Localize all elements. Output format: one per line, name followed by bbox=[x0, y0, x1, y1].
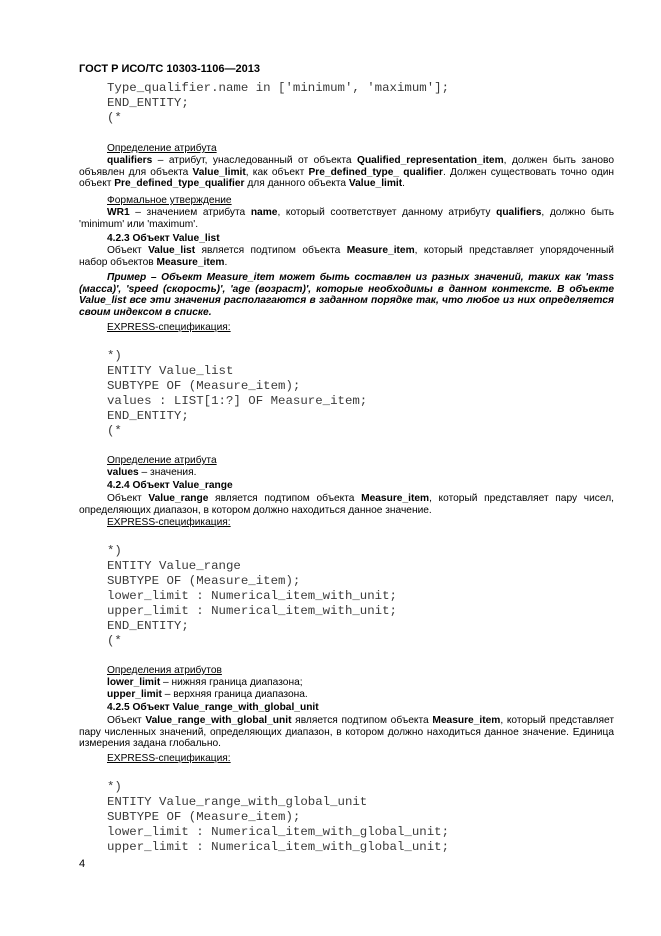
section-heading: 4.2.3 Объект Value_list bbox=[107, 233, 220, 244]
code-line: SUBTYPE OF (Measure_item); bbox=[107, 574, 301, 588]
attribute-definition-line: values – значения. bbox=[107, 467, 197, 478]
code-line: ENTITY Value_list bbox=[107, 364, 234, 378]
express-spec-label: EXPRESS-спецификация: bbox=[107, 753, 231, 764]
section-paragraph: Объект Value_range_with_global_unit является подтипом объекта Measure_item, который представляет пару численных значений, определяющих диапазон, в котором должно находиться данное значение. Единица измерения задана глобально. bbox=[79, 715, 614, 750]
section-heading: 4.2.4 Объект Value_range bbox=[107, 480, 233, 491]
code-line: ENTITY Value_range bbox=[107, 559, 241, 573]
term: qualifiers bbox=[107, 155, 153, 166]
code-line: lower_limit : Numerical_item_with_unit; bbox=[107, 589, 397, 603]
document-header: ГОСТ Р ИСО/ТС 10303-1106—2013 bbox=[79, 63, 260, 75]
section-paragraph: Объект Value_range является подтипом объекта Measure_item, который представляет пару чисел, определяющих диапазон, в котором должно находиться данное значение. bbox=[79, 493, 614, 516]
attribute-definition-line: upper_limit – верхняя граница диапазона. bbox=[107, 689, 308, 700]
code-line: SUBTYPE OF (Measure_item); bbox=[107, 379, 301, 393]
section-heading: 4.2.5 Объект Value_range_with_global_unit bbox=[107, 702, 319, 713]
formal-statement-paragraph: WR1 – значением атрибута name, который соответствует данному атрибуту qualifiers, должно быть 'minimum' или 'maximum'. bbox=[79, 207, 615, 230]
attribute-definitions-heading: Определения атрибутов bbox=[107, 665, 222, 676]
example-paragraph: Пример – Объект Measure_item может быть составлен из разных значений, таких как 'mass (масса)', 'speed (скорость)', 'age (возраст)', которые необходимы в данном контексте. В объекте Value_list все эти значения располагаются в заданном порядке так, что любое из них определяется своим индексом в списке. bbox=[79, 272, 614, 318]
express-spec-label: EXPRESS-спецификация: bbox=[107, 517, 231, 528]
code-line: ENTITY Value_range_with_global_unit bbox=[107, 795, 368, 809]
code-line: SUBTYPE OF (Measure_item); bbox=[107, 810, 301, 824]
code-line: *) bbox=[107, 349, 122, 363]
code-line: (* bbox=[107, 634, 122, 648]
attribute-definition-heading: Определение атрибута bbox=[107, 455, 217, 466]
code-line: (* bbox=[107, 424, 122, 438]
code-line: END_ENTITY; bbox=[107, 619, 189, 633]
code-line: upper_limit : Numerical_item_with_global_unit; bbox=[107, 840, 450, 854]
attribute-definition-paragraph: qualifiers – атрибут, унаследованный от объекта Qualified_representation_item, должен быть заново объявлен для объекта Value_limit, как объект Pre_defined_type_ qualifier. Должен существовать точно один объект Pre_defined_type_qualifier для данного объекта Value_limit. bbox=[79, 155, 615, 190]
attribute-definition-heading: Определение атрибута bbox=[107, 143, 217, 154]
page-number: 4 bbox=[79, 858, 86, 870]
express-spec-label: EXPRESS-спецификация: bbox=[107, 322, 231, 333]
section-paragraph: Объект Value_list является подтипом объекта Measure_item, который представляет упорядоченный набор объектов Measure_item. bbox=[79, 245, 614, 268]
code-line: *) bbox=[107, 544, 122, 558]
code-line: END_ENTITY; bbox=[107, 96, 189, 110]
code-line: upper_limit : Numerical_item_with_unit; bbox=[107, 604, 397, 618]
code-line: *) bbox=[107, 780, 122, 794]
code-line: (* bbox=[107, 111, 122, 125]
code-line: END_ENTITY; bbox=[107, 409, 189, 423]
attribute-definition-line: lower_limit – нижняя граница диапазона; bbox=[107, 677, 303, 688]
code-line: Type_qualifier.name in ['minimum', 'maximum']; bbox=[107, 81, 450, 95]
formal-statement-heading: Формальное утверждение bbox=[107, 195, 232, 206]
code-line: values : LIST[1:?] OF Measure_item; bbox=[107, 394, 368, 408]
code-line: lower_limit : Numerical_item_with_global_unit; bbox=[107, 825, 450, 839]
